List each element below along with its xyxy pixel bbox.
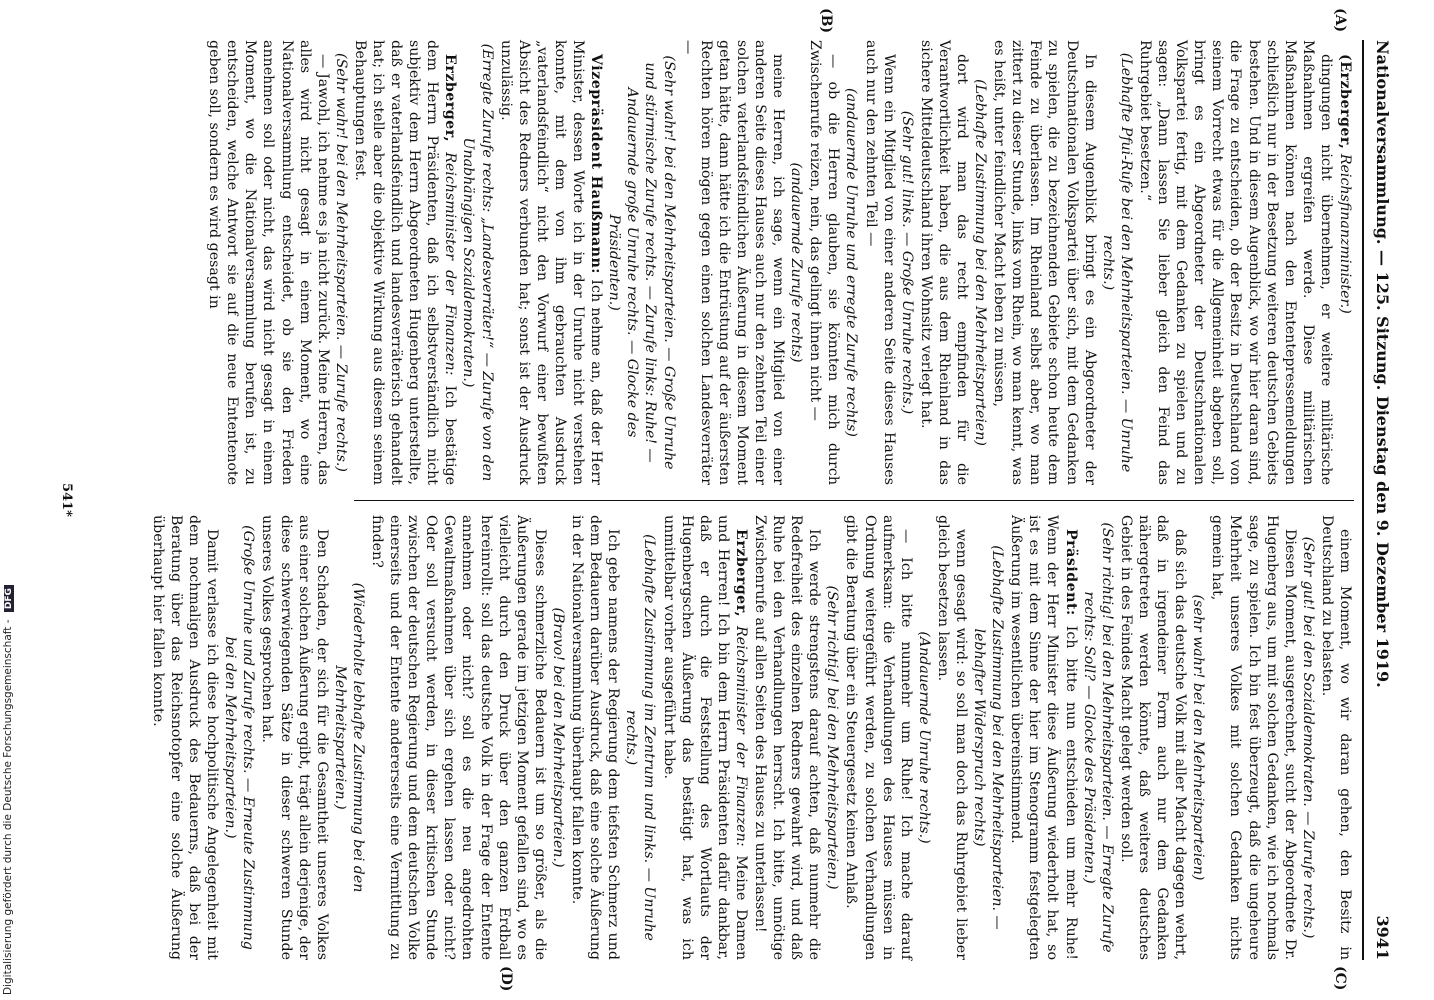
margin-marker-c: (C) [1332, 966, 1348, 991]
interjection: (Bravo! bei den Mehrheitsparteien.) [549, 607, 566, 868]
interjection: (Lebhafte Zustimmung bei den Mehrheitsparteien) [972, 79, 989, 446]
paragraph-text: Ich bitte nun entschieden um mehr Ruhe! Wenn der Herr Minister diese Äußerung wiederholt hat, so ist es mit dem Sinne der hier im Stenogramm festgelegten Äußerung im wesentlichen übereinstimmend. [1008, 515, 1079, 961]
paragraph-text: Meine Damen und Herren! Ich bin dem Herrn Präsidenten dafür dankbar, daß er durch die Feststellung des Wortlauts der Hugenbergschen Äußerung das bestätigt hat, was ich unmittelbar vorher ausgeführt habe. [660, 515, 749, 961]
paragraph-text: Ich gebe namens der Regierung dem tiefsten Schmerz und dem Bedauern darüber Ausdruck, daß eine solche Äußerung in der Nationalversammlung überhaupt fallen konnte. [569, 515, 622, 960]
paragraph-text: dingungen nicht übernehmen, er weitere militärische Maßnahmen ergreifen werde. Diese militärischen Maßnahmen können nach den Ententepressemeldungen schließlich nur in der Besetzung weiteren deutschen Gebiets bestehen. Und in diesem Augenblick, wo wir hier daran sind, die Frage zu entscheiden, ob der Besitz in Deutschland von seinem Vorrecht etwas für die Allgemeinheit abgeben soll, bringt es ein Abgeordneter der Deutschnationalen Volkspartei fertig, mit dem Gedanken zu spielen und zu sagen: „Dann lassen Sie lieber gleich den Feind das Ruhrgebiet besetzen.“ [1136, 40, 1334, 485]
text-paragraph [806, 40, 842, 485]
margin-marker-a: (A) [1332, 8, 1348, 33]
paragraph-text: Dieses schmerzliche Bedauern ist um so größer, als die Äußerungen gerade im jetzigen Moment gefallen sind, wo es vielleicht durch den Druck über den ganzen Erdball hereinrollt: soll das deutsche Volk in der Frage der Entente annehmen oder nicht? soll es die neu angedrohten Gewaltmaßnahmen über sich ergehen lassen oder nicht? Oder soll versucht werden, in dieser kritischen Stunde zwischen der deutschen Regierung und dem deutschen Volke einerseits und der Entente andererseits eine Vermittlung zu finden? [369, 515, 548, 960]
text-paragraph [1208, 515, 1298, 960]
interjection: (sehr wahr! bei den Mehrheitsparteien) [1190, 594, 1207, 881]
speaker-role: Reichsfinanzminister.) [1337, 153, 1353, 314]
paragraph-text: Ich nehme an, daß der Herr Minister, dessen Worte ich in der Unruhe nicht verstehen konnte, mit dem von ihm gebrauchten Ausdruck „vaterlandsfeindlich“ nicht den Vorwurf einer bewußten Absicht des Redners verbunden hat; sonst ist der Ausdruck unzulässig. [497, 40, 605, 485]
interjection: (Lebhafte Zustimmung bei den Mehrheitsparteien. — lebhafter Widerspruch rechts) [971, 545, 1006, 930]
text-paragraph [149, 515, 221, 960]
column-divider [354, 500, 1354, 501]
interjection: (Sehr gut! bei den Sozialdemokraten. — Zurufe rechts.) [1299, 536, 1316, 939]
speaker-name: (Erzberger, [1337, 54, 1353, 150]
text-paragraph [751, 515, 823, 960]
text-paragraph [205, 40, 332, 485]
text-paragraph [368, 515, 549, 960]
margin-marker-b: (B) [818, 8, 834, 34]
paragraph-text: Diesen Moment, ausgerechnet, sucht der Abgeordnete Dr. Hugenberg aus, um mit solchen Gedanken, wie ich nochmals sage, zu spielen. Ich bin fest überzeugt, daß die ungeheure Mehrheit unseres Volkes mit solchen Gedanken nichts gemein hat, [1209, 515, 1298, 960]
speaker-role: Reichsminister der Finanzen: [442, 152, 459, 376]
speaker-name: Vizepräsident Haußmann: [588, 54, 605, 275]
text-paragraph [934, 515, 970, 960]
text-paragraph [861, 40, 897, 485]
speaker-name: Erzberger, [442, 54, 459, 143]
text-paragraph [679, 40, 788, 485]
interjection: (Lebhafte Pfui-Rufe bei den Mehrheitsparteien. — Unruhe rechts.) [1099, 52, 1134, 473]
paragraph-text: wenn gesagt wird: so soll man doch das Ruhrgebiet lieber gleich besetzen lassen. [934, 515, 970, 960]
side-attribution [2, 585, 14, 995]
text-paragraph [568, 515, 622, 960]
right-column [148, 515, 1354, 960]
speaker-name: Präsident: [1062, 529, 1079, 616]
speaker-role: Reichsminister der Finanzen: [732, 625, 749, 847]
left-column [204, 40, 1354, 485]
header-rule [1362, 40, 1364, 960]
interjection: (Sehr wahr! bei den Mehrheitsparteien. — Große Unruhe und stürmische Zurufe rechts. — Zurufe links: Ruhe! — Andauernde große Unruhe rechts. — Glocke des Präsidenten.) [606, 55, 677, 470]
side-attribution-text: Digitalisierung gefördert durch die Deutsche Forschungsgemeinschaft - [2, 619, 14, 995]
speech-paragraph [1007, 515, 1079, 960]
speech-paragraph [351, 40, 460, 485]
speaker-name: Erzberger, [732, 529, 749, 618]
paragraph-text: — Jawohl, ich nehme es ja nicht zurück. Meine Herren, das alles wird nicht gesagt in einem Moment, wo eine Nationalversammlung entscheidet, ob sie den Frieden annehmen soll oder nicht, das wird nicht gesagt in einem Moment, wo die Nationalversammlung berufen ist, zu entscheiden, welche Antwort sie auf die neue Ententenote geben soll, sondern es wird gesagt in [206, 40, 331, 485]
text-paragraph [258, 515, 330, 960]
interjection: (Sehr gut! links. — Große Unruhe rechts.) [898, 110, 915, 415]
text-paragraph [1318, 515, 1354, 960]
page-number: 3941 [1373, 915, 1392, 960]
page-header-title: Nationalversammlung. — 125. Sitzung. Dienstag den 9. Dezember 1919. [1373, 40, 1392, 688]
paragraph-text: — ob die Herren glauben, sie könnten mich durch Zwischenrufe reizen, nein, das gelingt ihnen nicht — [807, 40, 842, 485]
paragraph-text: Wenn ein Mitglied von einer anderen Seite dieses Hauses auch nur den zehnten Teil — [862, 40, 897, 485]
paragraph-text: Den Schaden, der sich für die Gesamtheit unseres Volkes aus einer solchen Äußerung ergibt, trägt allein derjenige, der diese schwerwiegenden Sätze in dieser schweren Stunde unseres Volkes gesprochen hat. [259, 515, 330, 960]
paragraph-text: Damit verlasse ich diese hochpolitische Angelegenheit mit dem nochmaligen Ausdruck des Bedauerns, daß bei der Beratung über das Reichsnotopfer eine solche Äußerung überhaupt hier fallen konnte. [149, 515, 221, 960]
interjection: (Lebhafte Zustimmung im Zentrum und links. — Unruhe rechts.) [623, 534, 658, 941]
paragraph-text: einem Moment, wo wir daran gehen, den Besitz in Deutschland zu belasten. [1318, 515, 1353, 960]
speech-paragraph [1336, 40, 1354, 485]
paragraph-text: Ich bestätige dem Herrn Präsidenten, daß ich selbstverständlich nicht subjektiv dem Herrn Abgeordneten Hugenberg unterstellte, daß er vaterlandsfeindlich und landesverräterisch gehandelt hat; ich stelle aber die objektive Wirkung aus diesem seinem Behauptungen fest. [351, 40, 459, 485]
text-paragraph [917, 40, 971, 485]
paragraph-text: meine Herren, ich sage, wenn ein Mitglied von einer anderen Seite dieses Hauses auch nur den zehnten Teil einer solchen vaterlandsfeindlichen Äußerung in diesem Moment getan hätte, dann hätte ich die Entrüstung auf der äußersten Rechten hören mögen gegen einen solchen Landesverräter — [679, 40, 787, 485]
paragraph-text: daß sich das deutsche Volk mit aller Macht dagegen wehrt, daß in irgendeiner Form auch nur dem Gedanken nähergetreten werden könnte, daß weiteres deutsches Gebiet in des Feindes Macht gelegt werden soll. [1117, 515, 1189, 960]
interjection: (andauernde Zurufe rechts) [788, 162, 805, 363]
speech-paragraph [659, 515, 749, 960]
interjection: (andauernde Unruhe und erregte Zurufe rechts) [843, 88, 860, 437]
paragraph-text: dort wird man das recht empfinden für die Verantwortlichkeit haben, die aus dem Rheinland in das sichere Mitteldeutschland ihren Wohnsitz verlegt hat. [917, 40, 971, 485]
text-paragraph [1117, 515, 1189, 960]
interjection: (Andauernde Unruhe rechts.) [915, 631, 932, 844]
interjection: (Große Unruhe und Zurufe rechts. — Erneute Zustimmung bei den Mehrheitsparteien.) [222, 525, 257, 950]
page-footer: 541* [59, 483, 74, 517]
text-paragraph [1136, 40, 1335, 485]
interjection: (Sehr richtig! bei den Mehrheitsparteien.) [824, 585, 841, 890]
page-header [1366, 40, 1396, 960]
interjection: (Sehr wahr! bei den Mehrheitsparteien. — Zurufe rechts.) [332, 53, 349, 472]
interjection: (Erregte Zurufe rechts: „Landesverräter!“ — Zurufe von den Unabhängigen Sozialdemokraten.) [460, 43, 495, 482]
dfg-logo: DFG [4, 585, 14, 612]
interjection: (Wiederholte lebhafte Zustimmung bei den Mehrheitsparteien.) [331, 582, 366, 893]
text-paragraph [842, 515, 914, 960]
paragraph-text: Ich werde strengstens darauf achten, daß nunmehr die Redefreiheit des einzelnen Redners gewahrt wird, und daß Ruhe bei den Verhandlungen herrscht. Ich bitte, unnötige Zwischenrufe auf allen Seiten des Hauses zu unterlassen! [752, 515, 823, 960]
margin-marker-d: (D) [498, 966, 514, 992]
speech-paragraph [497, 40, 606, 485]
text-paragraph [990, 40, 1099, 485]
paragraph-text: — Ich bitte nunmehr um Ruhe! Ich mache darauf aufmerksam: die Verhandlungen des Hauses müssen in Ordnung weitergeführt werden, zu solchen Verhandlungen gibt die Beratung über ein Steuergesetz keinen Anlaß. [843, 515, 914, 960]
interjection: (Sehr richtig! bei den Mehrheitsparteien. — Erregte Zurufe rechts: Soll? — Glocke des Präsidenten.) [1080, 522, 1115, 953]
paragraph-text: In diesem Augenblick bringt es ein Abgeordneter der Deutschnationalen Volkspartei über sich, mit dem Gedanken zu spielen, die zu bezeichnenden Gebiete schon heute dem Feinde zu überlassen. Im Rheinland selbst aber, wo man zittert zu dieser Stunde, links vom Rhein, wo man kennt, was es heißt, unter feindlicher Macht leben zu müssen, [991, 40, 1098, 485]
